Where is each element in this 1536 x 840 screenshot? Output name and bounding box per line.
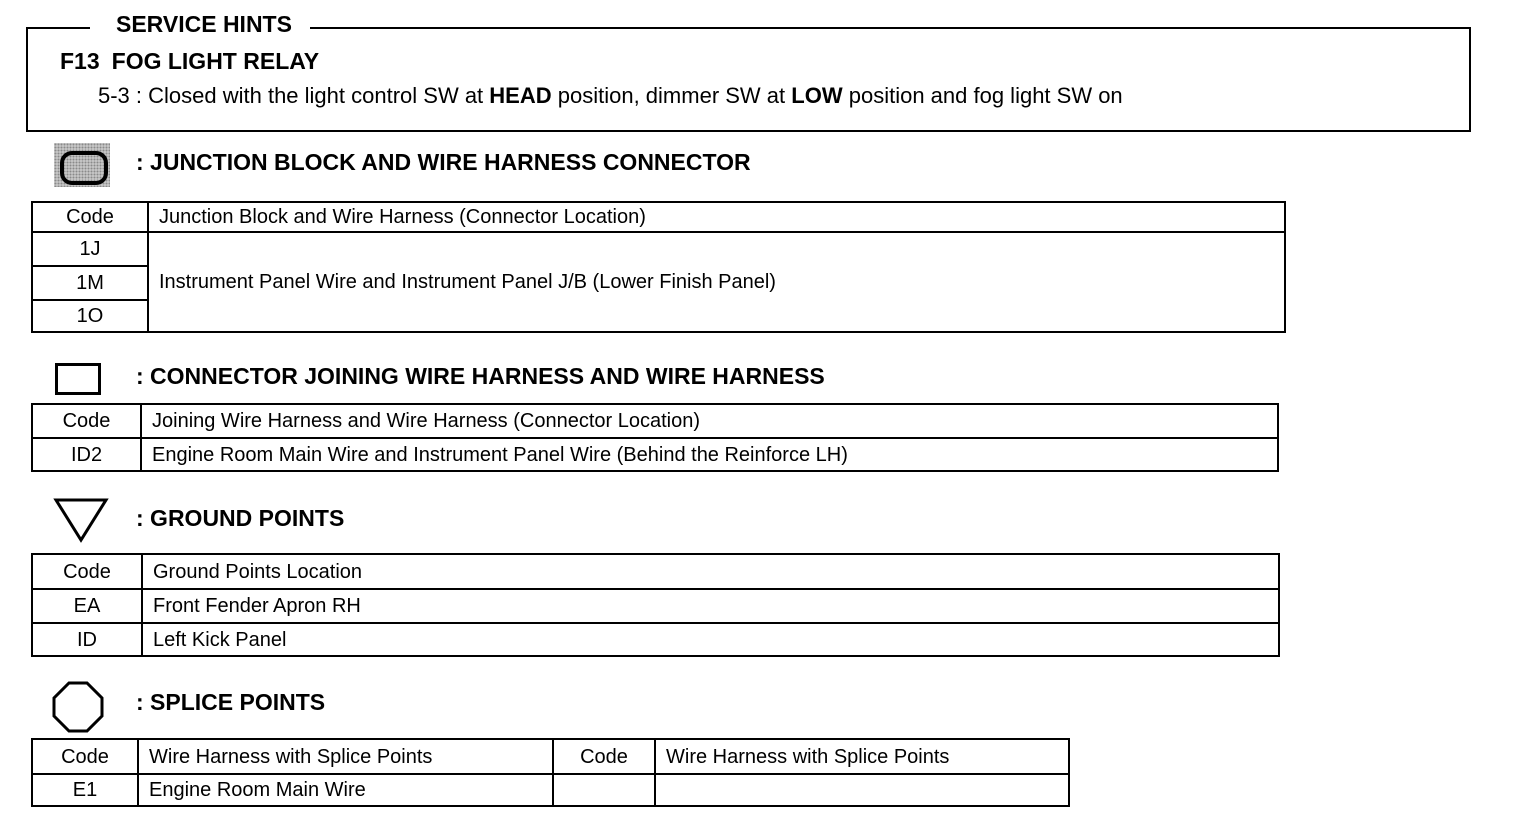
hint-low: LOW: [791, 83, 843, 108]
desc-cell: Engine Room Main Wire: [138, 774, 553, 806]
header-code: Code: [553, 739, 655, 774]
table-row: [32, 554, 1279, 589]
code-cell: E1: [32, 774, 138, 806]
connector-title: : CONNECTOR JOINING WIRE HARNESS AND WIRE HARNESS: [136, 363, 825, 389]
table-row: [32, 202, 1285, 232]
connector-table: [31, 403, 1279, 472]
connector-rectangle-icon: [55, 363, 101, 395]
hint-suffix: position and fog light SW on: [842, 83, 1123, 108]
junction-block-title: : JUNCTION BLOCK AND WIRE HARNESS CONNECTOR: [136, 149, 751, 175]
splice-table: [31, 738, 1070, 807]
desc-cell: Engine Room Main Wire and Instrument Panel Wire (Behind the Reinforce LH): [141, 438, 1278, 471]
hint-head: HEAD: [489, 83, 552, 108]
code-cell: EA: [32, 589, 142, 623]
header-code: Code: [32, 554, 142, 589]
header-desc: Wire Harness with Splice Points: [655, 739, 1069, 774]
relay-heading: [60, 47, 319, 75]
service-hints-box: [26, 27, 1471, 132]
service-hints-title: SERVICE HINTS: [90, 10, 310, 38]
ground-table: [31, 553, 1280, 657]
hint-mid: position, dimmer SW at: [551, 83, 792, 108]
desc-cell: Front Fender Apron RH: [142, 589, 1279, 623]
header-code: Code: [32, 202, 148, 232]
code-cell: 1O: [32, 300, 148, 332]
hint-prefix: 5-3 : Closed with the light control SW at: [98, 83, 490, 108]
junction-block-table: [31, 201, 1286, 333]
header-desc: Joining Wire Harness and Wire Harness (Connector Location): [141, 404, 1278, 438]
relay-code: F13: [60, 48, 100, 74]
header-desc: Junction Block and Wire Harness (Connector Location): [148, 202, 1285, 232]
desc-cell: Left Kick Panel: [142, 623, 1279, 656]
code-cell: ID2: [32, 438, 141, 471]
code-cell: ID: [32, 623, 142, 656]
header-desc: Ground Points Location: [142, 554, 1279, 589]
code-cell: [553, 774, 655, 806]
header-code: Code: [32, 739, 138, 774]
relay-name: FOG LIGHT RELAY: [111, 48, 320, 74]
code-cell: 1M: [32, 266, 148, 300]
ground-triangle-icon: [52, 496, 110, 544]
header-code: Code: [32, 404, 141, 438]
header-desc: Wire Harness with Splice Points: [138, 739, 553, 774]
splice-octagon-icon: [51, 680, 105, 734]
table-row: [32, 438, 1278, 471]
table-row: [32, 623, 1279, 656]
table-row: [32, 232, 1285, 266]
table-row: [32, 404, 1278, 438]
table-row: [32, 589, 1279, 623]
table-row: [32, 774, 1069, 806]
desc-cell: [655, 774, 1069, 806]
ground-title: : GROUND POINTS: [136, 505, 345, 531]
desc-cell: Instrument Panel Wire and Instrument Panel J/B (Lower Finish Panel): [148, 232, 1285, 332]
splice-title: : SPLICE POINTS: [136, 689, 326, 715]
relay-hint-text: [98, 82, 1123, 110]
junction-block-connector-icon: [54, 143, 110, 187]
code-cell: 1J: [32, 232, 148, 266]
table-row: [32, 739, 1069, 774]
